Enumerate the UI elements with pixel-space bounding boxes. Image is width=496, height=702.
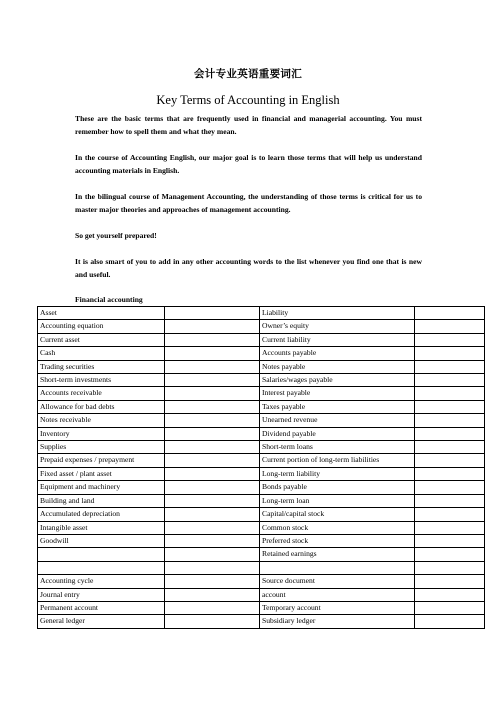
term-cell-left: Accounting cycle [38,575,165,588]
blank-cell-right [415,534,485,547]
table-row [38,454,485,467]
term-cell-right: Long-term liability [260,467,415,480]
blank-cell-right [415,400,485,413]
table-row [38,387,485,400]
term-cell-right: Common stock [260,521,415,534]
term-cell-left: Supplies [38,441,165,454]
table-row [38,467,485,480]
term-cell-left: Short-term investments [38,374,165,387]
table-row [38,588,485,601]
blank-cell-left [165,374,260,387]
term-cell-right: Capital/capital stock [260,508,415,521]
term-cell-left: Accumulated depreciation [38,508,165,521]
term-cell-right: Bonds payable [260,481,415,494]
blank-cell-right [415,481,485,494]
term-cell-right: Interest payable [260,387,415,400]
table-row [38,320,485,333]
blank-cell-left [165,575,260,588]
blank-cell-right [415,320,485,333]
term-cell-right: Taxes payable [260,400,415,413]
term-cell-left: Accounts receivable [38,387,165,400]
blank-cell-left [165,548,260,561]
term-cell-left: Trading securities [38,360,165,373]
table-row [38,360,485,373]
term-cell-right: Salaries/wages payable [260,374,415,387]
table-row [38,548,485,561]
blank-cell-left [165,588,260,601]
blank-cell-left [165,561,260,574]
term-cell-right: Unearned revenue [260,414,415,427]
term-cell-left: General ledger [38,615,165,628]
blank-cell-left [165,320,260,333]
table-row [38,615,485,628]
blank-cell-right [415,588,485,601]
blank-cell-right [415,360,485,373]
blank-cell-left [165,441,260,454]
blank-cell-right [415,427,485,440]
blank-cell-right [415,374,485,387]
intro-paragraph-5: It is also smart of you to add in any other accounting words to the list whenever you find one that is new and useful. [75,257,422,279]
blank-cell-right [415,307,485,320]
term-cell-right: Retained earnings [260,548,415,561]
blank-cell-left [165,601,260,614]
term-cell-left [38,561,165,574]
term-cell-left: Goodwill [38,534,165,547]
term-cell-right: Short-term loans [260,441,415,454]
blank-cell-right [415,615,485,628]
term-cell-right: Notes payable [260,360,415,373]
term-cell-right: Liability [260,307,415,320]
term-cell-right: Accounts payable [260,347,415,360]
blank-cell-left [165,521,260,534]
term-cell-left: Building and land [38,494,165,507]
table-row [38,494,485,507]
term-cell-right: Owner’s equity [260,320,415,333]
table-row [38,481,485,494]
blank-cell-left [165,534,260,547]
blank-cell-left [165,414,260,427]
term-cell-right: Current liability [260,333,415,346]
chinese-title: 会计专业英语重要词汇 [194,68,302,80]
term-cell-left: Notes receivable [38,414,165,427]
term-cell-left: Current asset [38,333,165,346]
blank-cell-left [165,494,260,507]
table-row [38,400,485,413]
table-row [38,414,485,427]
blank-cell-left [165,481,260,494]
term-cell-left: Cash [38,347,165,360]
blank-cell-right [415,575,485,588]
terms-table [37,306,485,629]
term-cell-right: Temporary account [260,601,415,614]
blank-cell-right [415,508,485,521]
term-cell-left: Inventory [38,427,165,440]
table-row [38,521,485,534]
term-cell-left: Intangible asset [38,521,165,534]
term-cell-left: Prepaid expenses / prepayment [38,454,165,467]
blank-cell-right [415,548,485,561]
table-row [38,601,485,614]
blank-cell-right [415,494,485,507]
terms-table-body [38,307,485,629]
term-cell-left: Equipment and machinery [38,481,165,494]
blank-cell-right [415,333,485,346]
table-row [38,347,485,360]
blank-cell-right [415,467,485,480]
table-row [38,561,485,574]
term-cell-right: Long-term loan [260,494,415,507]
term-cell-left: Fixed asset / plant asset [38,467,165,480]
term-cell-right: Subsidiary ledger [260,615,415,628]
intro-paragraph-1: These are the basic terms that are frequently used in financial and managerial accounting. You must remember how to spell them and what they mean. [75,114,422,136]
term-cell-right: Source document [260,575,415,588]
table-row [38,374,485,387]
blank-cell-left [165,454,260,467]
term-cell-left: Asset [38,307,165,320]
table-row [38,441,485,454]
blank-cell-left [165,400,260,413]
table-row [38,427,485,440]
table-row [38,508,485,521]
blank-cell-left [165,467,260,480]
blank-cell-left [165,347,260,360]
blank-cell-left [165,387,260,400]
table-row [38,575,485,588]
term-cell-right: Current portion of long-term liabilities [260,454,415,467]
blank-cell-left [165,333,260,346]
blank-cell-left [165,307,260,320]
term-cell-left: Allowance for bad debts [38,400,165,413]
term-cell-left [38,548,165,561]
intro-paragraph-2: In the course of Accounting English, our major goal is to learn those terms that will help us understand accounting materials in English. [75,153,422,175]
english-title: Key Terms of Accounting in English [156,93,340,107]
blank-cell-left [165,427,260,440]
blank-cell-right [415,601,485,614]
term-cell-left: Journal entry [38,588,165,601]
term-cell-right: account [260,588,415,601]
term-cell-left: Accounting equation [38,320,165,333]
blank-cell-right [415,387,485,400]
blank-cell-right [415,441,485,454]
blank-cell-left [165,615,260,628]
table-row [38,534,485,547]
term-cell-right: Preferred stock [260,534,415,547]
intro-paragraph-4: So get yourself prepared! [75,231,157,240]
blank-cell-right [415,347,485,360]
table-row [38,307,485,320]
blank-cell-right [415,561,485,574]
intro-paragraph-3: In the bilingual course of Management Accounting, the understanding of those terms is critical for us to master major theories and approaches of management accounting. [75,192,422,214]
blank-cell-left [165,508,260,521]
term-cell-right [260,561,415,574]
term-cell-left: Permanent account [38,601,165,614]
blank-cell-left [165,360,260,373]
blank-cell-right [415,454,485,467]
table-row [38,333,485,346]
term-cell-right: Dividend payable [260,427,415,440]
blank-cell-right [415,521,485,534]
section-label: Financial accounting [75,295,143,304]
blank-cell-right [415,414,485,427]
